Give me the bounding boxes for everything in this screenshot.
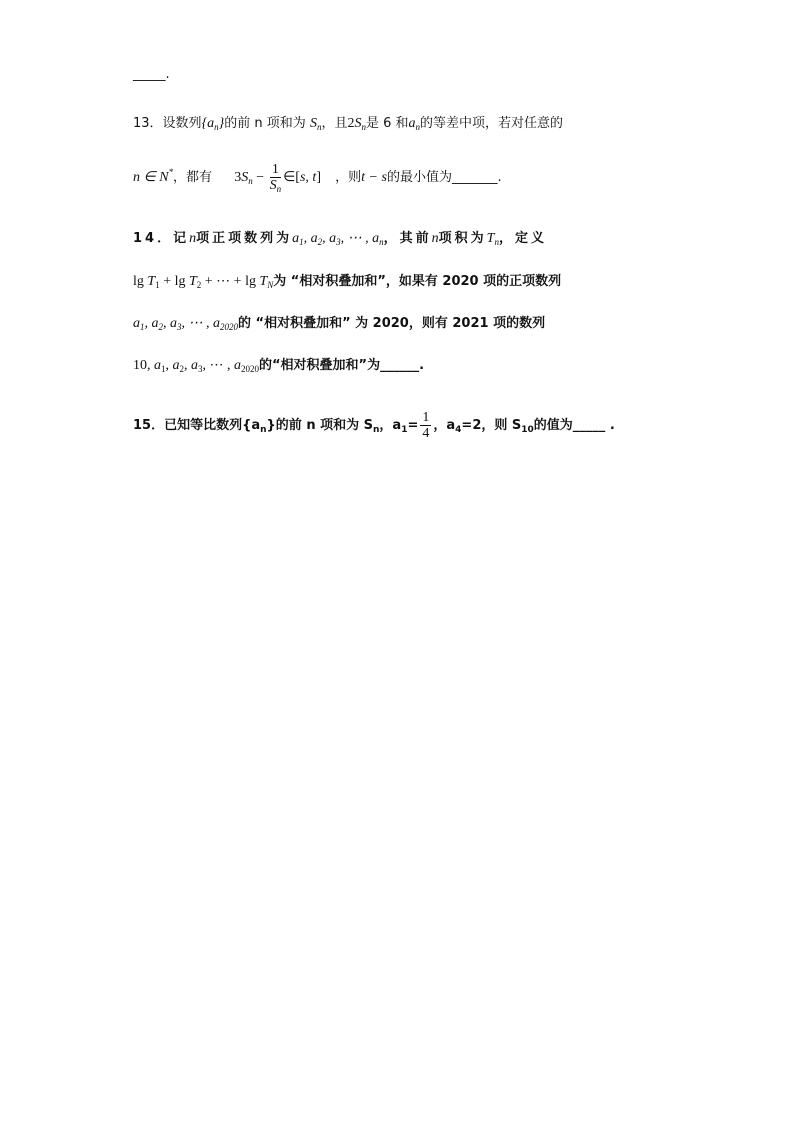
math-2sn: $2S_n$ [347,116,366,132]
math-10-a1-to-a2020: 10, $a_1$, $a_2$, $a_3$, ⋯ , $a_{2020}$ [133,358,259,374]
question-15-number: 15． [133,418,165,433]
question-13-line-1: 13．设数列$\{a_n\}$的前 n 项和为 $S_n$，且$2S_n$是 6 和$a_n$的等差中项，若对任意的 [133,116,564,132]
math-lg-sum: $\lg T_1 + \lg T_2$ + ⋯ + $\lg T_N$ [133,274,274,290]
math-tn: $T_n$ [486,231,499,247]
question-15-line: 15．已知等比数列$\{a_n\}$的前 n 项和为 $S_n$，$a_1=$ $\frac{1}{4}$ ，$a_4=2$，则 $S_{10}$的值为_____ . [133,410,615,441]
question-14-answer-blank: ______. [380,358,425,373]
question-14-line-1: 14．记n项正项数列为$a_1$, $a_2$, $a_3$, ⋯ , $a_n$，其前n项积为$T_n$，定义 [133,231,547,247]
math-sn: $S_n$ [309,116,322,132]
question-13-number: 13． [133,116,163,131]
question-13-line-2: n ∈ N*，都有 $3S_n$ − $\frac{1}{S_n}$ ∈[s, t] ，则t − s的最小值为_______. [133,162,502,195]
sequence-an: $\{a_n\}$ [201,116,225,132]
math-n-in-N: n ∈ N* [133,167,174,185]
question-13-answer-blank: _______. [451,170,502,185]
question-14-number: 14． [133,231,174,246]
math-t-minus-s: t − s [361,170,387,185]
previous-answer-blank: _____. [133,67,170,82]
question-14-line-3: $a_1$, $a_2$, $a_3$, ⋯ , $a_{2020}$的 “相对积叠加和” 为 2020，则有 2021 项的数列 [133,316,546,332]
math-a1-to-a2020: $a_1$, $a_2$, $a_3$, ⋯ , $a_{2020}$ [133,316,238,332]
math-inequality: $3S_n$ − $\frac{1}{S_n}$ ∈[s, t] [234,162,321,195]
question-14-line-4: 10, $a_1$, $a_2$, $a_3$, ⋯ , $a_{2020}$的“相对积叠加和”为______. [133,358,425,374]
question-15-answer-blank: _____ . [572,418,615,433]
math-a1-to-an: $a_1$, $a_2$, $a_3$, ⋯ , $a_n$ [292,231,384,247]
math-n: n [189,231,197,246]
math-an: $a_n$ [408,116,420,132]
fraction-one-quarter: $\frac{1}{4}$ [422,410,430,441]
question-14-line-2: $\lg T_1 + \lg T_2$ + ⋯ + $\lg T_N$为 “相对积叠加和”，如果有 2020 项的正项数列 [133,274,562,290]
